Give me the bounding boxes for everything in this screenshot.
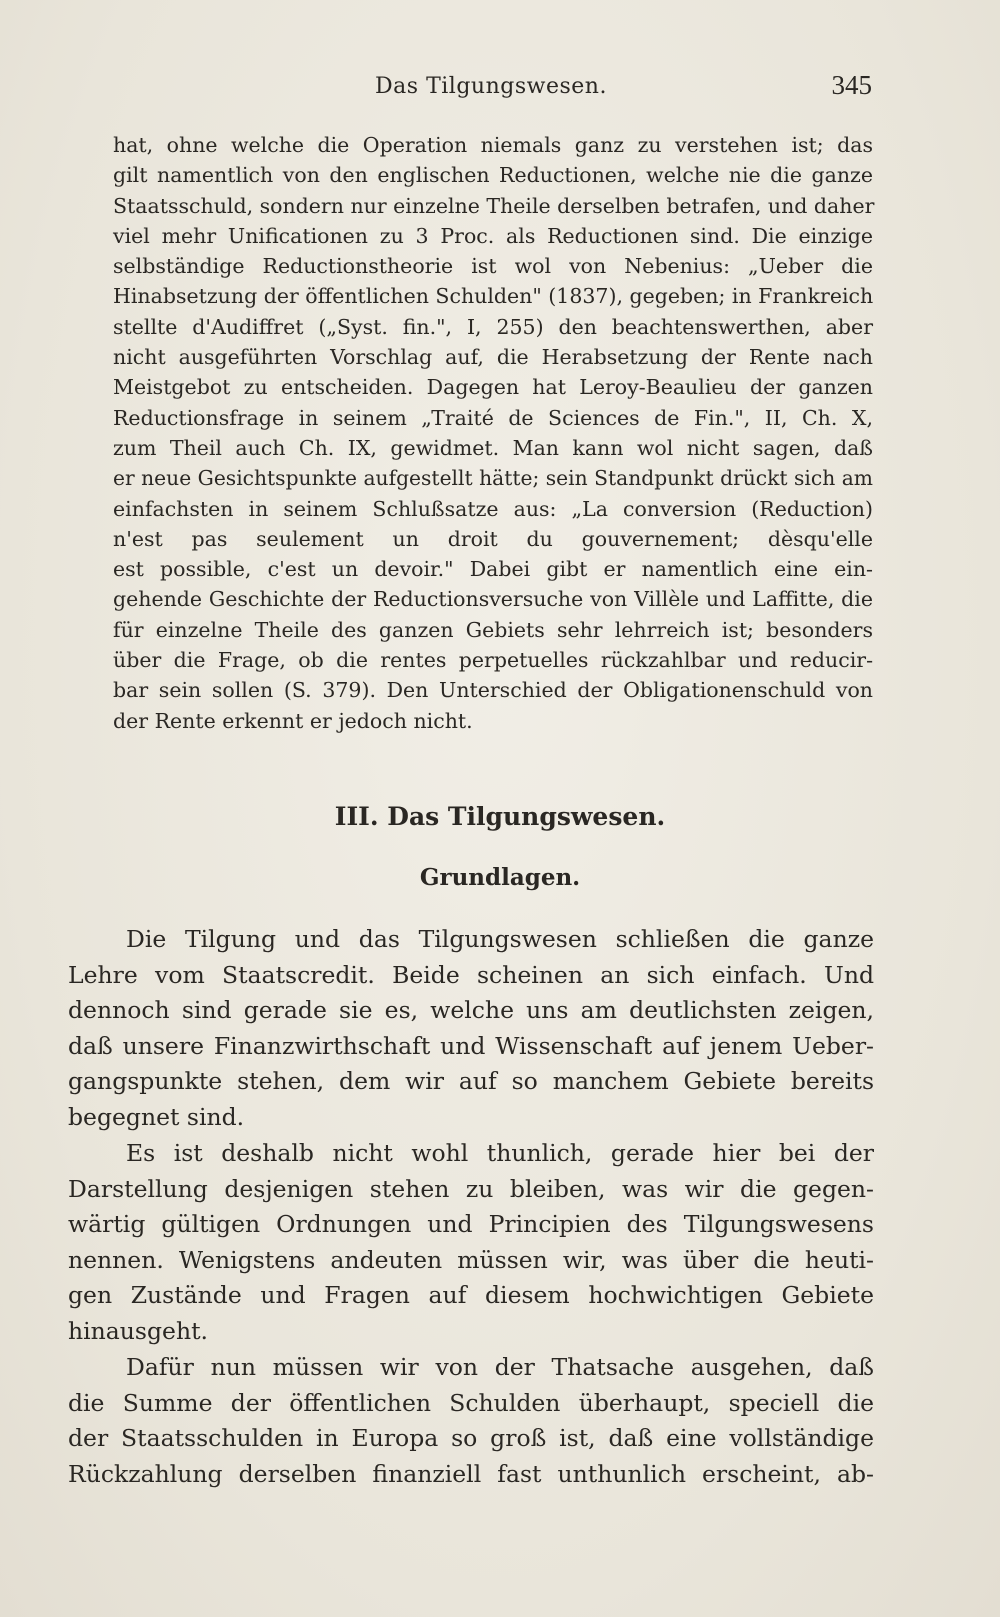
text-line: gilt namentlich von den englischen Reductionen, welche nie die ganze bbox=[113, 163, 873, 188]
body-paragraph bbox=[68, 922, 874, 1136]
text-line: Lehre vom Staatscredit. Beide scheinen an sich einfach. Und bbox=[68, 960, 874, 989]
text-line: daß unsere Finanzwirthschaft und Wissenschaft auf jenem Ueber- bbox=[68, 1031, 874, 1060]
text-line: für einzelne Theile des ganzen Gebiets sehr lehrreich ist; besonders bbox=[113, 617, 873, 642]
text-line: er neue Gesichtspunkte aufgestellt hätte; sein Standpunkt drückt sich am bbox=[113, 466, 873, 491]
footnote-paragraph bbox=[113, 130, 873, 736]
text-line: die Summe der öffentlichen Schulden überhaupt, speciell die bbox=[68, 1388, 874, 1417]
text-line: nennen. Wenigstens andeuten müssen wir, was über die heuti- bbox=[68, 1245, 874, 1274]
text-line: bar sein sollen (S. 379). Den Unterschied der Obligationenschuld von bbox=[113, 678, 873, 703]
text-line: n'est pas seulement un droit du gouvernement; dèsqu'elle bbox=[113, 526, 873, 551]
running-title: Das Tilgungswesen. bbox=[375, 74, 607, 99]
body-paragraph bbox=[68, 1136, 874, 1350]
text-line: gangspunkte stehen, dem wir auf so manchem Gebiete bereits bbox=[68, 1067, 874, 1096]
text-line: über die Frage, ob die rentes perpetuelles rückzahlbar und reducir- bbox=[113, 648, 873, 673]
text-line: der Rente erkennt er jedoch nicht. bbox=[113, 708, 473, 733]
text-line: gen Zustände und Fragen auf diesem hochwichtigen Gebiete bbox=[68, 1281, 874, 1310]
text-line: Es ist deshalb nicht wohl thunlich, gerade hier bei der bbox=[126, 1139, 874, 1167]
text-line: der Staatsschulden in Europa so groß ist, daß eine vollständige bbox=[68, 1424, 874, 1453]
text-line: selbständige Reductionstheorie ist wol von Nebenius: „Ueber die bbox=[113, 254, 873, 279]
text-line: Rückzahlung derselben finanziell fast unthunlich erscheint, ab- bbox=[68, 1459, 874, 1488]
text-line: stellte d'Audiffret („Syst. fin.", I, 255) den beachtenswerthen, aber bbox=[113, 314, 873, 339]
text-line: Darstellung desjenigen stehen zu bleiben, was wir die gegen- bbox=[68, 1174, 874, 1203]
section-title: III. Das Tilgungswesen. bbox=[334, 802, 666, 831]
text-line: hat, ohne welche die Operation niemals ganz zu verstehen ist; das bbox=[113, 133, 873, 157]
text-line: zum Theil auch Ch. IX, gewidmet. Man kann wol nicht sagen, daß bbox=[113, 435, 873, 460]
page-header bbox=[110, 68, 872, 108]
text-line: hinausgeht. bbox=[68, 1316, 208, 1345]
text-line: Hinabsetzung der öffentlichen Schulden" (1837), gegeben; in Frankreich bbox=[113, 284, 874, 309]
text-line: begegnet sind. bbox=[68, 1102, 245, 1131]
text-line: Dafür nun müssen wir von der Thatsache ausgehen, daß bbox=[126, 1353, 874, 1381]
text-line: Die Tilgung und das Tilgungswesen schließen die ganze bbox=[126, 925, 874, 953]
text-line: einfachsten in seinem Schlußsatze aus: „La conversion (Reduction) bbox=[113, 496, 873, 521]
text-line: wärtig gültigen Ordnungen und Principien des Tilgungswesens bbox=[68, 1210, 874, 1239]
text-line: dennoch sind gerade sie es, welche uns am deutlichsten zeigen, bbox=[68, 996, 874, 1025]
body-paragraph bbox=[68, 1350, 874, 1492]
text-line: gehende Geschichte der Reductionsversuche von Villèle und Laffitte, die bbox=[113, 587, 873, 612]
text-line: Staatsschuld, sondern nur einzelne Theile derselben betrafen, und daher bbox=[113, 193, 875, 218]
text-line: est possible, c'est un devoir." Dabei gibt er namentlich eine ein- bbox=[113, 557, 873, 582]
text-line: Meistgebot zu entscheiden. Dagegen hat Leroy-Beaulieu der ganzen bbox=[113, 375, 873, 400]
text-line: Reductionsfrage in seinem „Traité de Sciences de Fin.", II, Ch. X, bbox=[113, 405, 873, 430]
text-line: viel mehr Unificationen zu 3 Proc. als Reductionen sind. Die einzige bbox=[113, 223, 873, 248]
page-number: 345 bbox=[831, 70, 872, 100]
text-line: nicht ausgeführten Vorschlag auf, die Herabsetzung der Rente nach bbox=[113, 345, 873, 370]
section-subtitle: Grundlagen. bbox=[419, 864, 581, 891]
